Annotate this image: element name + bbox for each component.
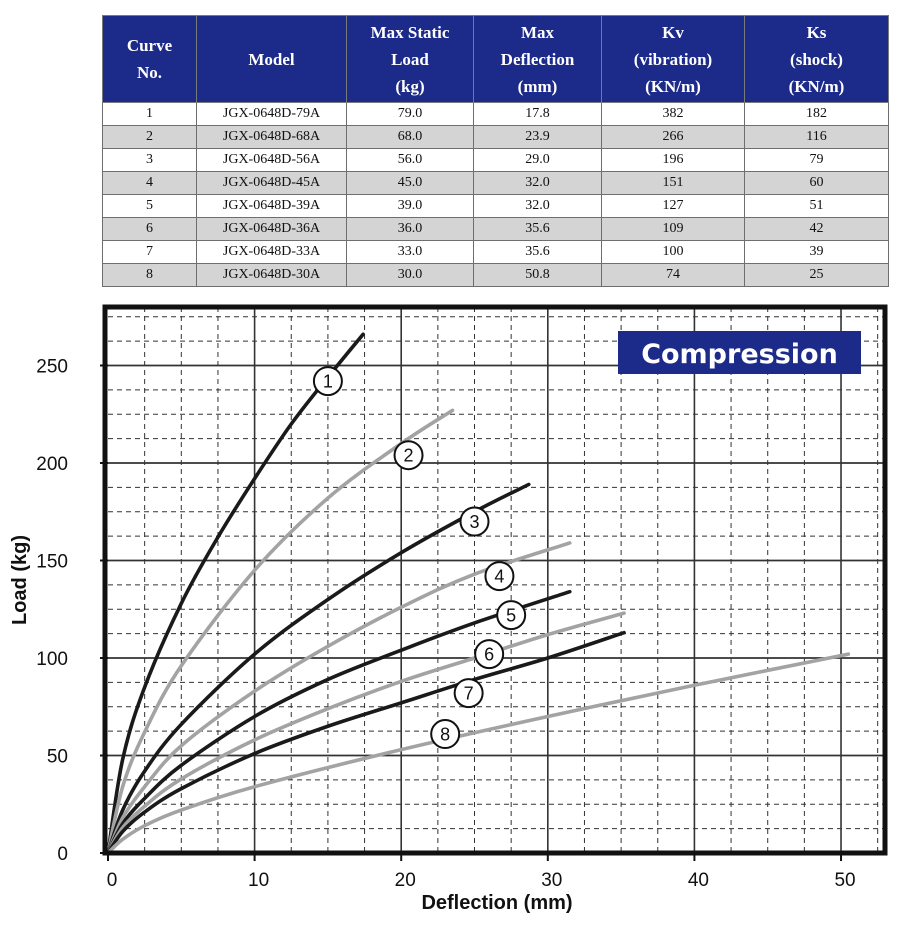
- table-cell: 32.0: [474, 195, 602, 218]
- x-tick-label: 0: [106, 870, 118, 891]
- table-row: [103, 126, 889, 149]
- column-header-line: (mm): [517, 76, 558, 96]
- table-row: [103, 264, 889, 287]
- table-cell: 35.6: [474, 218, 602, 241]
- table-cell: 42: [745, 218, 889, 241]
- table-cell: 109: [602, 218, 745, 241]
- table-cell: 100: [602, 241, 745, 264]
- table-cell: 51: [745, 195, 889, 218]
- table-cell: 23.9: [474, 126, 602, 149]
- table-cell: 30.0: [347, 264, 474, 287]
- column-header-line: (KN/m): [788, 76, 845, 96]
- table-cell: 116: [745, 126, 889, 149]
- x-tick-label: 40: [687, 870, 709, 891]
- y-tick-label: 0: [57, 844, 68, 865]
- curves: [108, 334, 848, 853]
- spec-table-header: [103, 16, 889, 103]
- table-cell: 39.0: [347, 195, 474, 218]
- column-header-line: (kg): [395, 76, 425, 96]
- table-cell: JGX-0648D-30A: [197, 264, 347, 287]
- x-tick-label: 50: [834, 870, 856, 891]
- header-row: [103, 16, 889, 103]
- curve-label: 4: [494, 566, 505, 587]
- x-tick-label: 20: [394, 870, 416, 891]
- column-header: [103, 16, 197, 103]
- table-row: [103, 218, 889, 241]
- column-header: [474, 16, 602, 103]
- curve-label: 6: [484, 644, 495, 665]
- column-header-line: (vibration): [633, 49, 713, 69]
- table-cell: JGX-0648D-79A: [197, 103, 347, 126]
- table-cell: 32.0: [474, 172, 602, 195]
- table-cell: 36.0: [347, 218, 474, 241]
- column-header-line: Max Static: [370, 22, 450, 42]
- table-cell: 35.6: [474, 241, 602, 264]
- curve-label: 8: [440, 724, 451, 745]
- y-tick-label: 100: [36, 649, 68, 670]
- table-cell: 5: [103, 195, 197, 218]
- table-cell: 29.0: [474, 149, 602, 172]
- table-cell: 68.0: [347, 126, 474, 149]
- x-tick-label: 30: [541, 870, 563, 891]
- column-header: [197, 16, 347, 103]
- column-header-line: Model: [248, 49, 295, 69]
- table-row: [103, 103, 889, 126]
- table-cell: 3: [103, 149, 197, 172]
- column-header: [347, 16, 474, 103]
- y-tick-label: 250: [36, 356, 68, 378]
- compression-chart: [0, 296, 908, 942]
- curve-label: 7: [463, 683, 474, 704]
- table-row: [103, 241, 889, 264]
- table-row: [103, 172, 889, 195]
- table-cell: 4: [103, 172, 197, 195]
- table-cell: 7: [103, 241, 197, 264]
- table-cell: 6: [103, 218, 197, 241]
- table-cell: JGX-0648D-68A: [197, 126, 347, 149]
- column-header-line: Max: [520, 22, 555, 42]
- curve-label: 5: [506, 605, 517, 626]
- table-cell: 382: [602, 103, 745, 126]
- column-header-line: Ks: [806, 22, 827, 42]
- column-header-line: (shock): [790, 49, 843, 69]
- ticks: [36, 357, 855, 892]
- table-cell: 79: [745, 149, 889, 172]
- table-cell: 60: [745, 172, 889, 195]
- table-cell: 33.0: [347, 241, 474, 264]
- table-cell: 182: [745, 103, 889, 126]
- series-line-3: [108, 484, 529, 853]
- table-cell: 45.0: [347, 172, 474, 195]
- table-cell: JGX-0648D-56A: [197, 149, 347, 172]
- table-row: [103, 195, 889, 218]
- table-cell: 127: [602, 195, 745, 218]
- column-header: [602, 16, 745, 103]
- x-axis-title: Deflection (mm): [421, 892, 573, 914]
- table-cell: 50.8: [474, 264, 602, 287]
- table-cell: 151: [602, 172, 745, 195]
- column-header-line: No.: [136, 63, 163, 82]
- table-cell: JGX-0648D-33A: [197, 241, 347, 264]
- spec-table: [102, 15, 889, 287]
- curve-label: 3: [469, 512, 480, 532]
- table-cell: JGX-0648D-39A: [197, 195, 347, 218]
- column-header-line: Curve: [126, 36, 173, 55]
- table-cell: 8: [103, 264, 197, 287]
- table-cell: 56.0: [347, 149, 474, 172]
- column-header-line: Deflection: [500, 49, 575, 69]
- curve-label: 1: [322, 371, 333, 392]
- column-header: [745, 16, 889, 103]
- table-cell: 266: [602, 126, 745, 149]
- table-cell: 2: [103, 126, 197, 149]
- column-header-line: Kv: [662, 22, 684, 42]
- curve-labels: [314, 367, 525, 748]
- table-cell: 25: [745, 264, 889, 287]
- spec-table-body: [103, 103, 889, 287]
- chart-title-badge: [618, 331, 861, 374]
- column-header-line: Load: [391, 49, 429, 69]
- table-cell: JGX-0648D-36A: [197, 218, 347, 241]
- y-tick-label: 200: [36, 454, 68, 475]
- y-tick-label: 50: [46, 746, 68, 768]
- column-header-line: (KN/m): [645, 76, 701, 96]
- table-cell: 196: [602, 149, 745, 172]
- y-tick-label: 150: [36, 551, 68, 573]
- table-cell: 39: [745, 241, 889, 264]
- table-cell: 1: [103, 103, 197, 126]
- x-tick-label: 10: [248, 870, 270, 891]
- table-cell: 74: [602, 264, 745, 287]
- table-cell: 17.8: [474, 103, 602, 126]
- table-cell: JGX-0648D-45A: [197, 172, 347, 195]
- table-cell: 79.0: [347, 103, 474, 126]
- curve-label: 2: [403, 445, 414, 466]
- chart-title: Compression: [641, 339, 838, 370]
- table-row: [103, 149, 889, 172]
- series-line-6: [108, 613, 624, 853]
- y-axis-title: Load (kg): [9, 535, 31, 625]
